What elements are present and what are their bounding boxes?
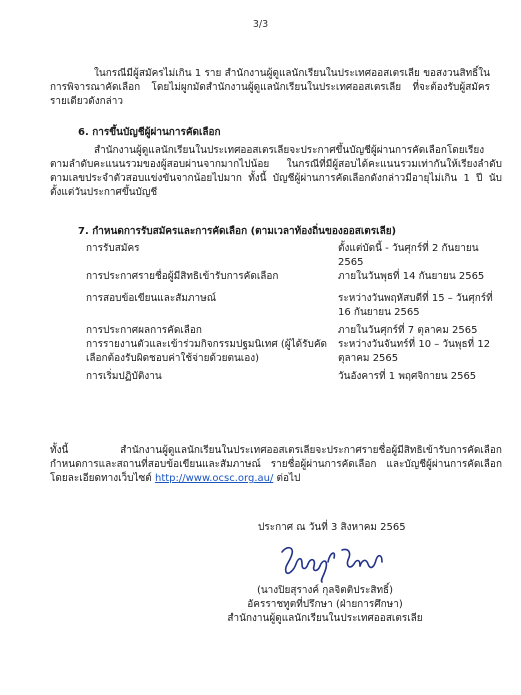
page-number: 3/3 bbox=[252, 19, 269, 30]
website-link[interactable]: http://www.ocsc.org.au/ bbox=[154, 473, 274, 484]
section-6-paragraph bbox=[50, 144, 502, 200]
announcement-date: ประกาศ ณ วันที่ 3 สิงหาคม 2565 bbox=[258, 522, 406, 533]
table-row bbox=[86, 366, 496, 384]
intro-text: ในกรณีมีผู้สมัครไม่เกิน 1 ราย สำนักงานผู้ดูแลนักเรียนในประเทศออสเตรเลีย ขอสงวนสิทธิ์ในการพิจารณาคัดเลือก โดยไม่ผูกมัดสำนักงานผู้ดูแลนักเรียนในประเทศออสเตรเลีย ที่จะต้องรับผู้สมัครรายเดียวดังกล่าว bbox=[50, 68, 490, 107]
section-6-text: สำนักงานผู้ดูแลนักเรียนในประเทศออสเตรเลียจะประกาศขึ้นบัญชีผู้ผ่านการคัดเลือกโดยเรียงตามลำดับคะแนนรวมของผู้สอบผ่านจากมากไปน้อย ในกรณีที่มีผู้สอบได้คะแนนรวมเท่ากันให้เรียงลำดับตามเลขประจำตัวสอบแข่งขันจากน้อยไปมาก ทั้งนี้ บัญชีผู้ผ่านการคัดเลือกดังกล่าวมีอายุไม่เกิน 1 ปี นับตั้งแต่วันประกาศขึ้นบัญชี bbox=[50, 145, 502, 198]
section-6-heading: 6. การขึ้นบัญชีผู้ผ่านการคัดเลือก bbox=[78, 127, 221, 138]
signature-block bbox=[200, 584, 450, 626]
table-row bbox=[86, 284, 496, 320]
schedule-value: ระหว่างวันจันทร์ที่ 10 – วันพุธที่ 12 ตุลาคม 2565 bbox=[338, 339, 491, 364]
schedule-value: ภายในวันพุธที่ 14 กันยายน 2565 bbox=[338, 271, 485, 282]
section-7-heading: 7. กำหนดการรับสมัครและการคัดเลือก (ตามเวลาท้องถิ่นของออสเตรเลีย) bbox=[78, 226, 397, 237]
closing-text-main: ทั้งนี้ สำนักงานผู้ดูแลนักเรียนในประเทศออสเตรเลียจะประกาศรายชื่อผู้มีสิทธิเข้ารับการคัดเลือก กำหนดการและสถานที่สอบข้อเขียนและสัมภาษณ์ รายชื่อผู้ผ่านการคัดเลือก และบัญชีผู้ผ่านการคัดเลือกโดยละเอียดทางเว็บไซต์ bbox=[50, 445, 502, 484]
handwritten-signature bbox=[276, 540, 388, 584]
schedule-value: ตั้งแต่บัดนี้ - วันศุกร์ที่ 2 กันยายน 2565 bbox=[338, 243, 479, 268]
closing-text bbox=[50, 444, 502, 486]
closing-text-end: ต่อไป bbox=[276, 473, 301, 484]
closing-paragraph bbox=[50, 444, 502, 486]
schedule-value: ภายในวันศุกร์ที่ 7 ตุลาคม 2565 bbox=[338, 325, 478, 336]
schedule-value: ระหว่างวันพฤหัสบดีที่ 15 – วันศุกร์ที่ 16 กันยายน 2565 bbox=[338, 293, 493, 318]
schedule-label: การสอบข้อเขียนและสัมภาษณ์ bbox=[86, 293, 217, 304]
schedule-label: การเริ่มปฏิบัติงาน bbox=[86, 371, 162, 382]
schedule-label: การประกาศผลการคัดเลือก bbox=[86, 325, 202, 336]
schedule-label: การประกาศรายชื่อผู้มีสิทธิเข้ารับการคัดเลือก bbox=[86, 271, 279, 282]
schedule-value: วันอังคารที่ 1 พฤศจิกายน 2565 bbox=[338, 371, 477, 382]
schedule-table bbox=[86, 242, 496, 384]
intro-paragraph bbox=[50, 67, 490, 109]
schedule-label: การรายงานตัวและเข้าร่วมกิจกรรมปฐมนิเทศ (ผู้ได้รับคัดเลือกต้องรับผิดชอบค่าใช้จ่ายด้วยตนเอง) bbox=[86, 339, 328, 364]
signatory-position: อัครราชทูตที่ปรึกษา (ฝ่ายการศึกษา) bbox=[247, 599, 403, 610]
table-row bbox=[86, 242, 496, 270]
schedule-label: การรับสมัคร bbox=[86, 243, 140, 254]
table-row bbox=[86, 270, 496, 284]
table-row bbox=[86, 338, 496, 366]
signatory-organization: สำนักงานผู้ดูแลนักเรียนในประเทศออสเตรเลีย bbox=[227, 613, 423, 624]
signatory-name: (นางปิยสุรางค์ กุลจิตติประสิทธิ์) bbox=[256, 585, 394, 596]
table-row bbox=[86, 320, 496, 338]
